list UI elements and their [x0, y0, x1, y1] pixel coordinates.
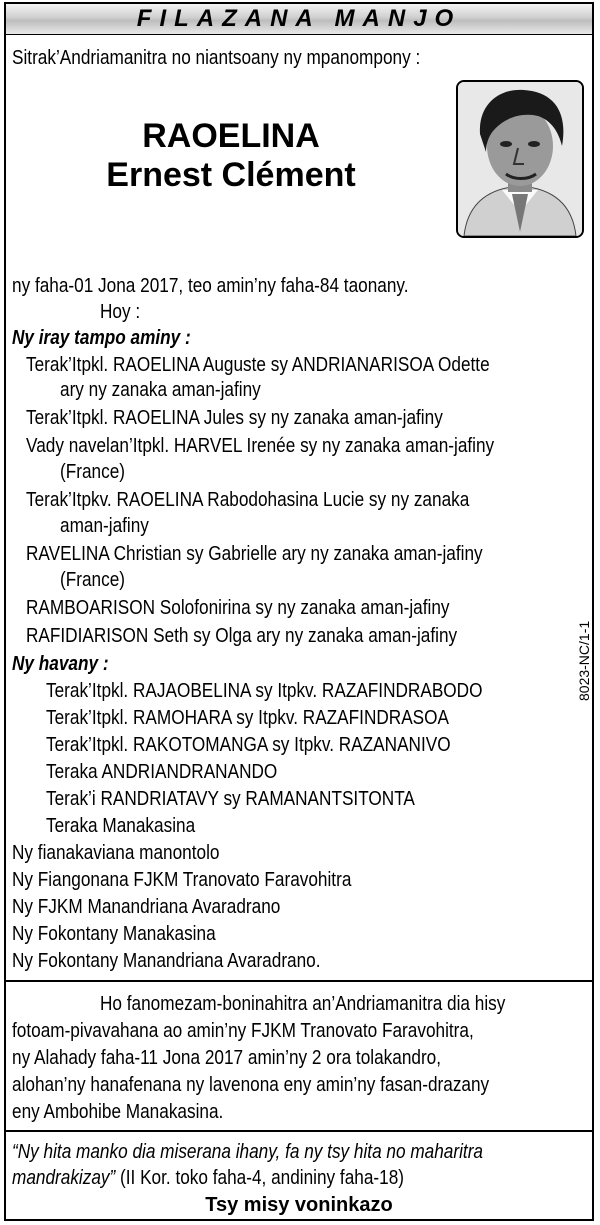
- family-line-cont: ary ny zanaka aman-jafiny: [60, 379, 261, 401]
- verse-reference: (II Kor. toko faha-4, andininy faha-18): [115, 1167, 404, 1189]
- verse-quote-end: mandrakizay”: [12, 1167, 116, 1189]
- funeral-line: fotoam-pivavahana ao amin’ny FJKM Tranovato Faravohitra,: [12, 1020, 474, 1042]
- family-line: Terak’Itpkv. RAOELINA Rabodohasina Lucie sy ny zanaka: [26, 489, 470, 511]
- reference-code: 8023-NC/1-1: [576, 620, 592, 701]
- hoy-line: Hoy :: [100, 301, 141, 323]
- relatives-line: Terak’i RANDRIATAVY sy RAMANANTSITONTA: [46, 788, 415, 810]
- family-line: RAVELINA Christian sy Gabrielle ary ny zanaka aman-jafiny: [26, 543, 483, 565]
- others-line: Ny Fokontany Manakasina: [12, 923, 216, 945]
- relatives-line: Terak’Itpkl. RAMOHARA sy Itpkv. RAZAFINDRASOA: [46, 707, 450, 729]
- intro-line: Sitrak’Andriamanitra no niantsoany ny mpanompony :: [12, 47, 421, 69]
- others-line: Ny Fiangonana FJKM Tranovato Faravohitra: [12, 869, 352, 891]
- others-line: Ny Fokontany Manandriana Avaradrano.: [12, 950, 321, 972]
- closing-note: Tsy misy voninkazo: [205, 1194, 393, 1216]
- family-line: RAMBOARISON Solofonirina sy ny zanaka aman-jafiny: [26, 597, 450, 619]
- family-line-cont: (France): [60, 569, 125, 591]
- section-divider: [6, 980, 592, 982]
- section-divider: [6, 1130, 592, 1132]
- verse-quote: “Ny hita manko dia miserana ihany, fa ny tsy hita no maharitra: [12, 1141, 483, 1163]
- family-heading: Ny iray tampo aminy :: [12, 327, 191, 349]
- relatives-line: Teraka ANDRIANDRANANDO: [46, 761, 278, 783]
- family-line: RAFIDIARISON Seth sy Olga ary ny zanaka aman-jafiny: [26, 625, 458, 647]
- notice-header: [6, 4, 592, 35]
- death-line: ny faha-01 Jona 2017, teo amin’ny faha-84 taonany.: [12, 275, 409, 297]
- relatives-line: Teraka Manakasina: [46, 815, 196, 837]
- deceased-surname: RAOELINA: [142, 117, 320, 155]
- family-line: Vady navelan’Itpkl. HARVEL Irenée sy ny zanaka aman-jafiny: [26, 435, 495, 457]
- notice-title: FILAZANA MANJO: [136, 5, 462, 32]
- family-line: Terak’Itpkl. RAOELINA Auguste sy ANDRIANARISOA Odette: [26, 354, 490, 376]
- funeral-line: eny Ambohibe Manakasina.: [12, 1101, 224, 1123]
- portrait-image: [458, 82, 582, 236]
- others-line: Ny fianakaviana manontolo: [12, 842, 220, 864]
- funeral-line: Ho fanomezam-boninahitra an’Andriamanitra dia hisy: [100, 993, 506, 1015]
- funeral-line: alohan’ny hanafenana ny lavenona eny amin’ny fasan-drazany: [12, 1074, 490, 1096]
- family-line-cont: aman-jafiny: [60, 515, 149, 537]
- relatives-line: Terak’Itpkl. RAKOTOMANGA sy Itpkv. RAZANANIVO: [46, 734, 451, 756]
- funeral-line: ny Alahady faha-11 Jona 2017 amin’ny 2 ora tolakandro,: [12, 1047, 442, 1069]
- family-line: Terak’Itpkl. RAOELINA Jules sy ny zanaka aman-jafiny: [26, 407, 443, 429]
- family-line-cont: (France): [60, 461, 125, 483]
- others-line: Ny FJKM Manandriana Avaradrano: [12, 896, 281, 918]
- deceased-given-names: Ernest Clément: [106, 156, 356, 194]
- portrait-photo: [456, 80, 584, 238]
- relatives-line: Terak’Itpkl. RAJAOBELINA sy Itpkv. RAZAFINDRABODO: [46, 680, 483, 702]
- relatives-heading: Ny havany :: [12, 653, 109, 675]
- verse-line2: [12, 1166, 404, 1190]
